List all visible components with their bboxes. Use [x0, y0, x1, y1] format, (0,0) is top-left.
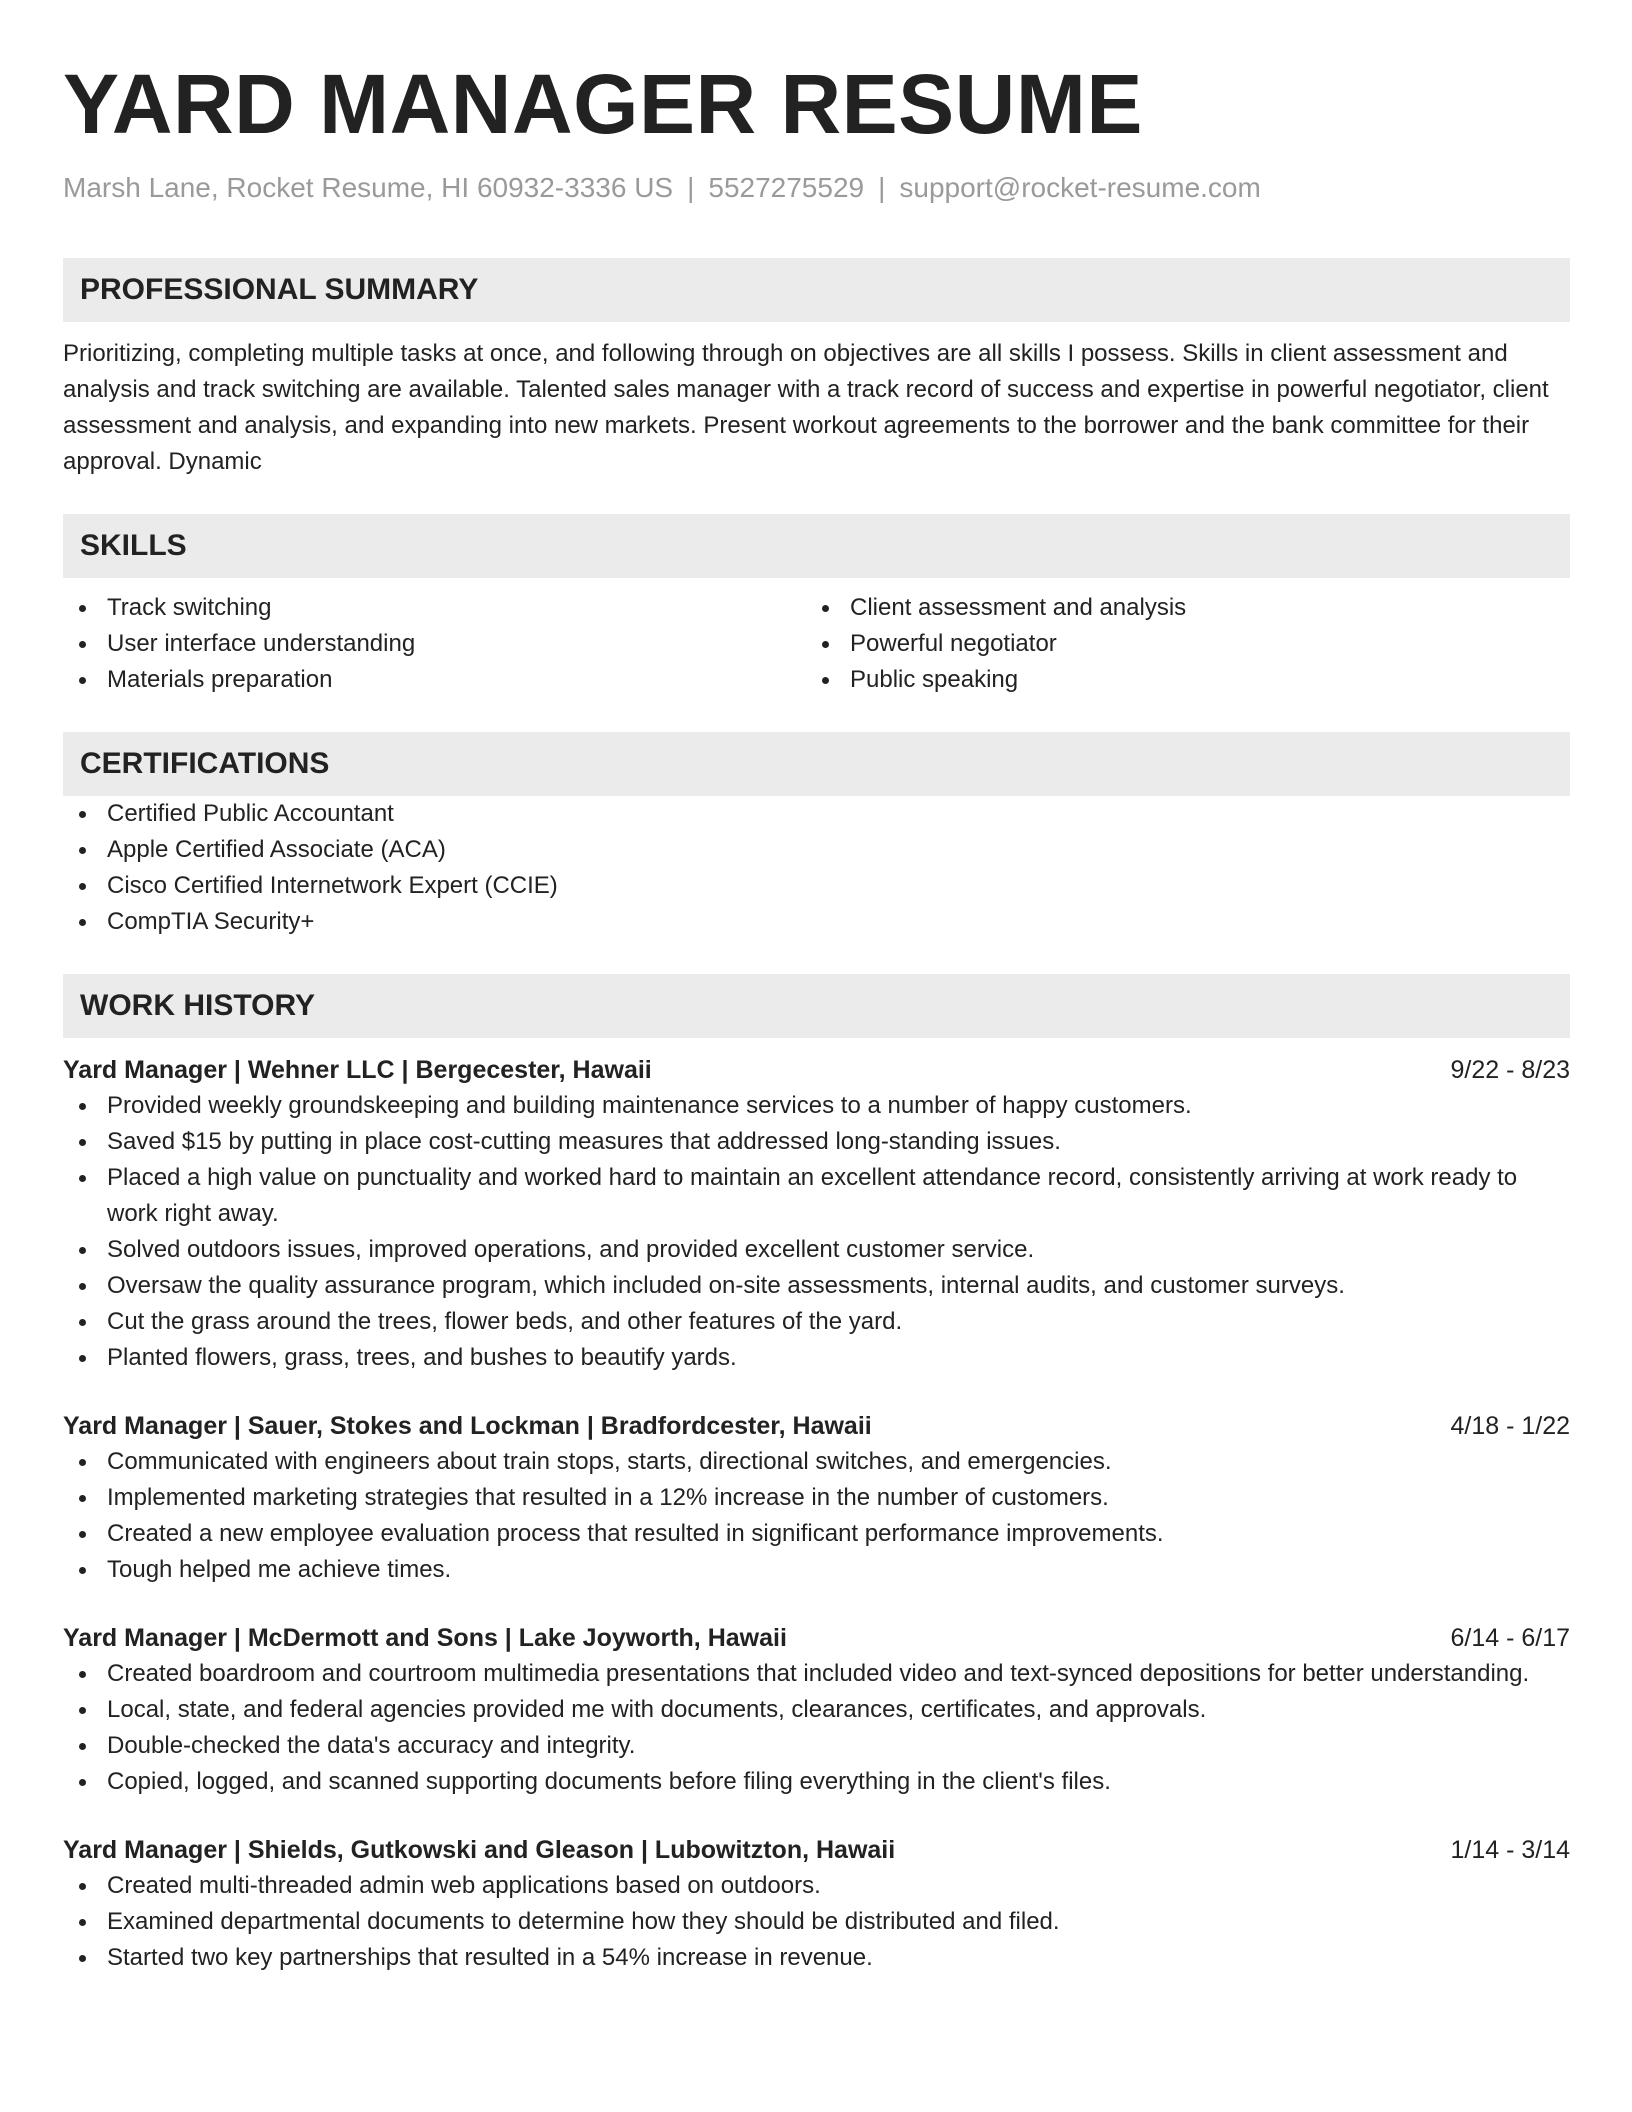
job-title: Yard Manager | McDermott and Sons | Lake Joyworth, Hawaii: [63, 1624, 787, 1652]
job-entry: [63, 1832, 1570, 1976]
job-bullet: Planted flowers, grass, trees, and bushes to beautify yards.: [63, 1340, 1570, 1376]
skill-item: Client assessment and analysis: [806, 590, 1549, 626]
job-title: Yard Manager | Shields, Gutkowski and Gleason | Lubowitzton, Hawaii: [63, 1836, 896, 1864]
job-bullet: Examined departmental documents to determine how they should be distributed and filed.: [63, 1904, 1570, 1940]
job-header: [63, 1832, 1570, 1868]
resume-page: [63, 0, 1570, 1976]
job-bullet: Placed a high value on punctuality and worked hard to maintain an excellent attendance record, consistently arriving at work ready to work right away.: [63, 1160, 1570, 1232]
job-header: [63, 1408, 1570, 1444]
job-bullet: Communicated with engineers about train stops, starts, directional switches, and emergencies.: [63, 1444, 1570, 1480]
job-bullet: Created multi-threaded admin web applications based on outdoors.: [63, 1868, 1570, 1904]
skills-grid: [63, 590, 1570, 698]
skill-item: Materials preparation: [63, 662, 806, 698]
skill-item: Track switching: [63, 590, 806, 626]
job-bullet-list: [63, 1088, 1570, 1376]
skill-item: Public speaking: [806, 662, 1549, 698]
job-bullet: Provided weekly groundskeeping and building maintenance services to a number of happy customers.: [63, 1088, 1570, 1124]
job-header: [63, 1620, 1570, 1656]
certification-item: Certified Public Accountant: [63, 796, 1570, 832]
job-dates: 9/22 - 8/23: [1450, 1056, 1570, 1084]
skills-column-left: [63, 590, 806, 698]
job-bullet-list: [63, 1444, 1570, 1588]
job-bullet-list: [63, 1656, 1570, 1800]
job-bullet: Tough helped me achieve times.: [63, 1552, 1570, 1588]
contact-address: Marsh Lane, Rocket Resume, HI 60932-3336 US: [63, 172, 674, 203]
job-entry: [63, 1620, 1570, 1800]
contact-separator: |: [878, 172, 886, 203]
summary-text: Prioritizing, completing multiple tasks at once, and following through on objectives are all skills I possess. Skills in client assessment and analysis and track switching are available. Talented sales manager with a track record of success and expertise in powerful negotiator, client assessment and analysis, and expanding into new markets. Present workout agreements to the borrower and the bank committee for their approval. Dynamic: [63, 340, 1549, 475]
job-bullet: Local, state, and federal agencies provided me with documents, clearances, certificates, and approvals.: [63, 1692, 1570, 1728]
contact-email: support@rocket-resume.com: [899, 172, 1261, 203]
job-dates: 4/18 - 1/22: [1450, 1412, 1570, 1440]
skills-list-right: [806, 590, 1549, 698]
job-bullet-list: [63, 1868, 1570, 1976]
job-bullet: Copied, logged, and scanned supporting documents before filing everything in the client's files.: [63, 1764, 1570, 1800]
job-dates: 1/14 - 3/14: [1450, 1836, 1570, 1864]
job-header: [63, 1052, 1570, 1088]
job-bullet: Implemented marketing strategies that resulted in a 12% increase in the number of customers.: [63, 1480, 1570, 1516]
certifications-list: [63, 796, 1570, 940]
job-bullet: Created boardroom and courtroom multimedia presentations that included video and text-synced depositions for better understanding.: [63, 1656, 1570, 1692]
certifications-heading: CERTIFICATIONS: [63, 732, 1570, 796]
certification-item: CompTIA Security+: [63, 904, 1570, 940]
work-history-heading: WORK HISTORY: [63, 974, 1570, 1038]
job-bullet: Double-checked the data's accuracy and integrity.: [63, 1728, 1570, 1764]
job-bullet: Solved outdoors issues, improved operations, and provided excellent customer service.: [63, 1232, 1570, 1268]
skills-heading: SKILLS: [63, 514, 1570, 578]
job-bullet: Started two key partnerships that resulted in a 54% increase in revenue.: [63, 1940, 1570, 1976]
job-bullet: Created a new employee evaluation process that resulted in significant performance improvements.: [63, 1516, 1570, 1552]
summary-heading: PROFESSIONAL SUMMARY: [63, 258, 1570, 322]
certification-item: Apple Certified Associate (ACA): [63, 832, 1570, 868]
contact-separator: |: [687, 172, 695, 203]
job-entry: [63, 1408, 1570, 1588]
job-entry: [63, 1052, 1570, 1376]
job-dates: 6/14 - 6/17: [1450, 1624, 1570, 1652]
job-title: Yard Manager | Wehner LLC | Bergecester, Hawaii: [63, 1056, 652, 1084]
skills-list-left: [63, 590, 806, 698]
skills-column-right: [806, 590, 1549, 698]
job-bullet: Cut the grass around the trees, flower beds, and other features of the yard.: [63, 1304, 1570, 1340]
skill-item: Powerful negotiator: [806, 626, 1549, 662]
job-title: Yard Manager | Sauer, Stokes and Lockman | Bradfordcester, Hawaii: [63, 1412, 872, 1440]
contact-line: [63, 170, 1570, 206]
skill-item: User interface understanding: [63, 626, 806, 662]
job-bullet: Saved $15 by putting in place cost-cutting measures that addressed long-standing issues.: [63, 1124, 1570, 1160]
job-bullet: Oversaw the quality assurance program, which included on-site assessments, internal audits, and customer surveys.: [63, 1268, 1570, 1304]
contact-phone: 5527275529: [708, 172, 865, 203]
certification-item: Cisco Certified Internetwork Expert (CCIE): [63, 868, 1570, 904]
resume-title: YARD MANAGER RESUME: [63, 57, 1143, 151]
